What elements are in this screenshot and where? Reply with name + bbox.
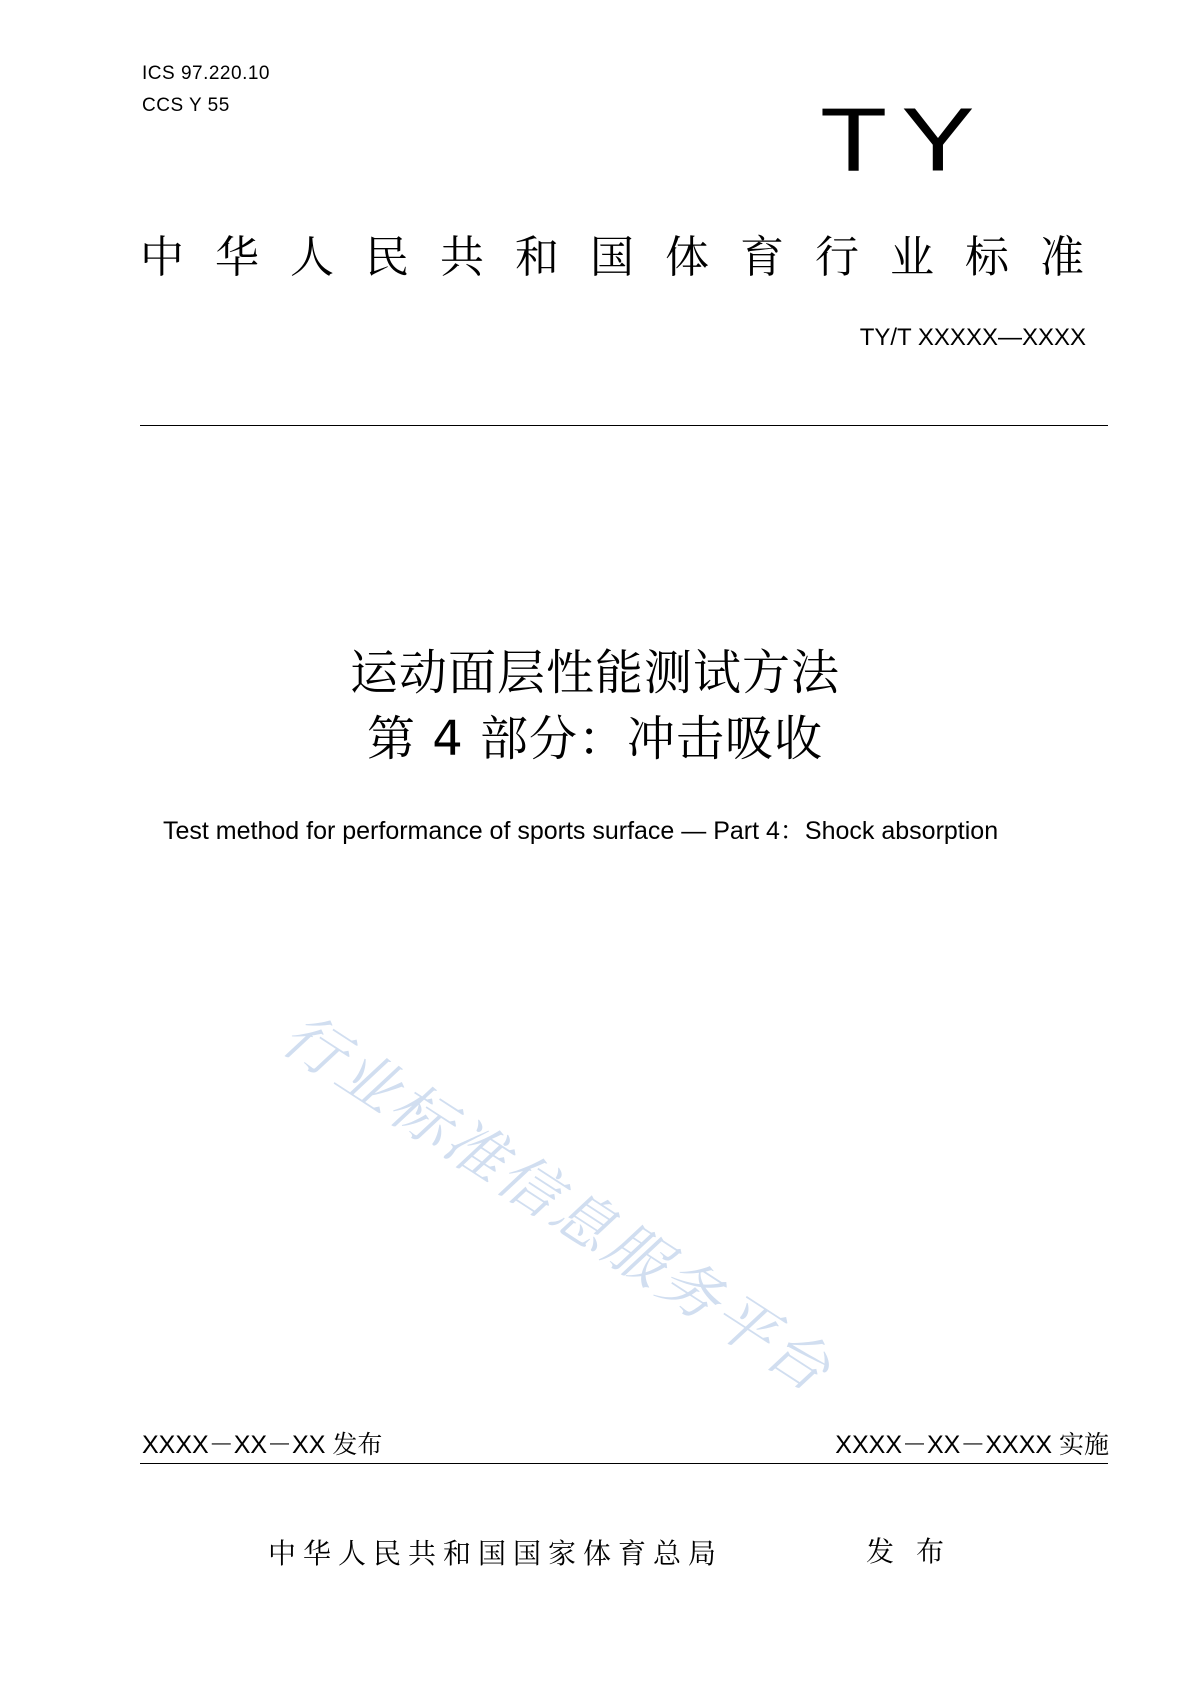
issue-date: XXXX－XX－XX 发布 <box>142 1431 383 1459</box>
publisher-name: 中华人民共和国国家体育总局 <box>268 1537 724 1570</box>
ccs-code: CCS Y 55 <box>142 95 230 116</box>
ics-code: ICS 97.220.10 <box>142 63 270 84</box>
standard-number: TY/T XXXXX—XXXX <box>859 324 1086 351</box>
title-chinese-line1: 运动面层性能测试方法 <box>349 645 840 701</box>
header-divider <box>140 425 1108 426</box>
title-english: Test method for performance of sports surface — Part 4：Shock absorption <box>163 817 999 845</box>
publish-label: 发布 <box>866 1535 967 1568</box>
standard-type-heading: 中华人民共和国体育行业标准 <box>140 232 1115 283</box>
title-chinese-line2: 第 4 部分：冲击吸收 <box>366 711 824 767</box>
footer-divider <box>140 1463 1108 1464</box>
effective-date: XXXX－XX－XXXX 实施 <box>835 1431 1109 1459</box>
ty-logo: TY <box>820 89 989 191</box>
document-title <box>0 640 1190 772</box>
watermark: 行业标准信息服务平台 <box>269 1000 845 1408</box>
classification-codes <box>142 58 270 122</box>
